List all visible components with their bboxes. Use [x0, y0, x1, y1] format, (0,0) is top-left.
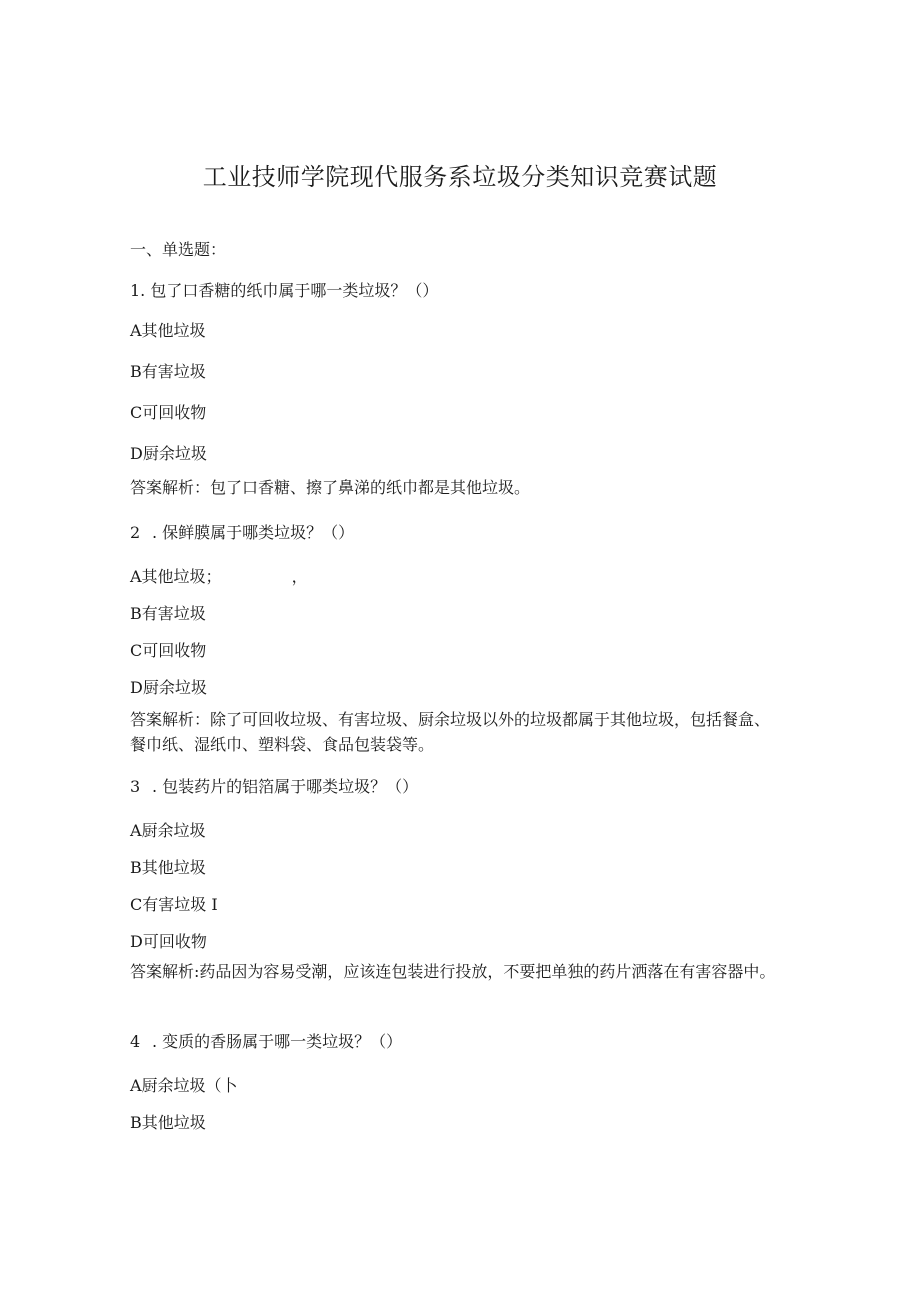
question-4-text: . 变质的香肠属于哪一类垃圾？（） [152, 1032, 403, 1051]
question-3-stem [130, 776, 418, 798]
question-1-stem: 1. 包了口香糖的纸巾属于哪一类垃圾？（） [130, 281, 439, 300]
question-1-option-a: A其他垃圾 [130, 321, 206, 340]
question-1-option-b: B有害垃圾 [130, 362, 206, 381]
question-2-stem [130, 522, 354, 544]
question-2-option-b: B有害垃圾 [130, 604, 206, 623]
question-3-number: 3 [130, 777, 141, 796]
question-3-text: . 包装药片的铝箔属于哪类垃圾？（） [152, 777, 419, 796]
question-1-option-c: C可回收物 [130, 403, 207, 422]
question-3-option-d: D可回收物 [130, 932, 207, 951]
question-1-answer: 答案解析：包了口香糖、擦了鼻涕的纸巾都是其他垃圾。 [130, 478, 531, 497]
document-title: 工业技师学院现代服务系垃圾分类知识竞赛试题 [202, 163, 718, 191]
question-2-text: . 保鲜膜属于哪类垃圾？（） [152, 523, 355, 542]
section-heading: 一、单选题： [130, 240, 227, 259]
question-4-option-a: A厨余垃圾（卜 [130, 1076, 238, 1095]
question-1-option-d: D厨余垃圾 [130, 444, 207, 463]
question-2-option-c: C可回收物 [130, 641, 207, 660]
question-3-option-a: A厨余垃圾 [130, 821, 206, 840]
question-2-option-a-text: A其他垃圾； [130, 567, 222, 586]
question-2-answer: 答案解析：除了可回收垃圾、有害垃圾、厨余垃圾以外的垃圾都属于其他垃圾，包括餐盒、餐巾纸、湿纸巾、塑料袋、食品包装袋等。 [130, 710, 771, 754]
question-3-answer: 答案解析:药品因为容易受潮，应该连包装进行投放，不要把单独的药片洒落在有害容器中。 [130, 962, 776, 981]
question-2-option-a [130, 566, 308, 588]
question-3-option-b: B其他垃圾 [130, 858, 206, 877]
question-2-option-a-trailing: ， [291, 567, 308, 586]
question-4-number: 4 [130, 1032, 141, 1051]
question-4-option-b: B其他垃圾 [130, 1113, 206, 1132]
question-2-number: 2 [130, 523, 141, 542]
question-4-stem [130, 1031, 402, 1053]
question-3-option-c: C有害垃圾 I [130, 895, 218, 914]
question-2-option-d: D厨余垃圾 [130, 678, 207, 697]
